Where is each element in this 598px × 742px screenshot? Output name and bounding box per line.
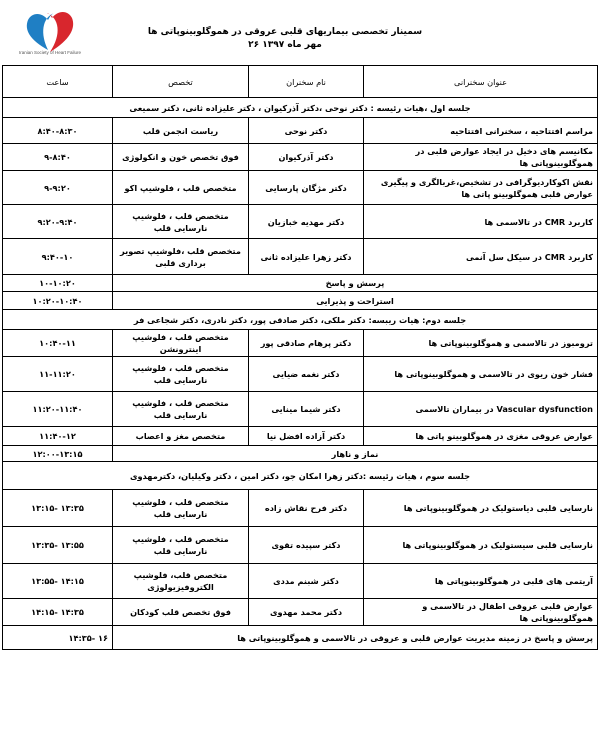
page-title	[120, 26, 450, 52]
time-cell: ۱۳:۳۵- ۱۳:۵۵	[3, 527, 113, 564]
time-cell: ۱۳:۵۵- ۱۴:۱۵	[3, 564, 113, 599]
time-cell: ۱۰:۴۰-۱۱	[3, 330, 113, 357]
header-specialty: تخصص	[113, 66, 249, 98]
topic-cell: کاربرد CMR در تالاسمی ها	[364, 205, 598, 239]
time-cell: ۹:۲۰-۹:۴۰	[3, 205, 113, 239]
session-header-cell: جلسه اول ،هیات رئیسه : دکتر نوحی ،دکتر آذرکیوان ، دکتر علیزاده ثانی، دکتر سمیعی	[3, 98, 598, 118]
time-cell: ۱۱-۱۱:۲۰	[3, 357, 113, 392]
specialty-cell: ریاست انجمن قلب	[113, 118, 249, 144]
speaker-cell: دکتر پرهام صادقی پور	[249, 330, 364, 357]
topic-cell: عوارض قلبی عروقی اطفال در تالاسمی و هموگلوبینوپاتی ها	[364, 599, 598, 626]
specialty-cell: متخصص قلب ، فلوشیپ اکو	[113, 171, 249, 205]
specialty-cell: متخصص قلب ، فلوشیپ نارسایی قلب	[113, 490, 249, 527]
table-row	[3, 357, 598, 392]
time-cell: ۱۰:۲۰-۱۰:۴۰	[3, 292, 113, 310]
speaker-cell: دکتر فرح نقاش زاده	[249, 490, 364, 527]
table-row	[3, 527, 598, 564]
speaker-cell: دکتر نغمه ضیایی	[249, 357, 364, 392]
specialty-cell: متخصص قلب، فلوشیپ الکتروفیزیولوژی	[113, 564, 249, 599]
table-header-row	[3, 66, 598, 98]
speaker-cell: دکتر شیما مینایی	[249, 392, 364, 427]
topic-cell: نارسایی قلبی سیستولیک در هموگلوبینوپاتی ها	[364, 527, 598, 564]
topic-cell: ترومبوز در تالاسمی و هموگلوبینوپاتی ها	[364, 330, 598, 357]
table-row	[3, 599, 598, 626]
table-row	[3, 564, 598, 599]
break-row	[3, 275, 598, 292]
seminar-date: ۲۶ مهر ماه ۱۳۹۷	[248, 40, 322, 50]
topic-cell: نقش اکوکاردیوگرافی در تشخیص،غربالگری و پیگیری عوارض قلبی هموگلوبینو پاتی ها	[364, 171, 598, 205]
specialty-cell: فوق تخصص خون و انکولوژی	[113, 144, 249, 171]
topic-cell: فشار خون ریوی در تالاسمی و هموگلوبینوپاتی ها	[364, 357, 598, 392]
table-row	[3, 490, 598, 527]
specialty-cell: متخصص قلب ، فلوشیپ نارسایی قلب	[113, 357, 249, 392]
topic-cell: Vascular dysfunction در بیماران تالاسمی	[364, 392, 598, 427]
table-row	[3, 205, 598, 239]
table-row	[3, 171, 598, 205]
speaker-cell: دکتر مژگان پارسایی	[249, 171, 364, 205]
specialty-cell: متخصص قلب ، فلوشیپ نارسایی قلب	[113, 527, 249, 564]
time-cell: ۹-۹:۲۰	[3, 171, 113, 205]
time-cell: ۱۰-۱۰:۲۰	[3, 275, 113, 292]
speaker-cell: دکتر زهرا علیزاده ثانی	[249, 239, 364, 275]
time-cell: ۸:۴۰-۸:۳۰	[3, 118, 113, 144]
break-row	[3, 446, 598, 462]
specialty-cell: متخصص قلب ، فلوشیپ نارسایی قلب	[113, 205, 249, 239]
time-cell: ۱۳:۱۵- ۱۳:۳۵	[3, 490, 113, 527]
table-row	[3, 144, 598, 171]
header-speaker: نام سخنران	[249, 66, 364, 98]
break-label-cell: پرسش و پاسخ	[113, 275, 598, 292]
session-header-row	[3, 462, 598, 490]
break-row	[3, 292, 598, 310]
break-label-cell: نماز و ناهار	[113, 446, 598, 462]
schedule-table	[2, 65, 598, 650]
speaker-cell: دکتر آذرکیوان	[249, 144, 364, 171]
topic-cell: مکانیسم های دخیل در ایجاد عوارض قلبی در هموگلوبینوپاتی ها	[364, 144, 598, 171]
speaker-cell: دکتر نوحی	[249, 118, 364, 144]
speaker-cell: دکتر مهدیه خبازیان	[249, 205, 364, 239]
time-cell: ۱۴:۳۵- ۱۶	[3, 626, 113, 650]
specialty-cell: فوق تخصص قلب کودکان	[113, 599, 249, 626]
specialty-cell: متخصص قلب ، فلوشیپ نارسایی قلب	[113, 392, 249, 427]
topic-cell: عوارض عروقی مغزی در هموگلوبینو پاتی ها	[364, 427, 598, 446]
break-label-cell: استراحت و پذیرایی	[113, 292, 598, 310]
time-cell: ۹:۴۰-۱۰	[3, 239, 113, 275]
session-header-cell: جلسه دوم: هیات ریبسه: دکتر ملکی، دکتر صادقی پور، دکتر نادری، دکتر شجاعی فر	[3, 310, 598, 330]
topic-cell: کاربرد CMR در سیکل سل آنمی	[364, 239, 598, 275]
time-cell: ۱۲:۰۰-۱۳:۱۵	[3, 446, 113, 462]
table-row	[3, 118, 598, 144]
specialty-cell: متخصص مغز و اعصاب	[113, 427, 249, 446]
table-row	[3, 392, 598, 427]
table-row	[3, 330, 598, 357]
topic-cell: مراسم افتتاحیه ، سخنرانی افتتاحیه	[364, 118, 598, 144]
topic-cell: نارسایی قلبی دیاستولیک در هموگلوبینوپاتی ها	[364, 490, 598, 527]
time-cell: ۱۴:۱۵- ۱۴:۳۵	[3, 599, 113, 626]
header-topic: عنوان سخنرانی	[364, 66, 598, 98]
time-cell: ۱۱:۴۰-۱۲	[3, 427, 113, 446]
logo-caption: Iranian Society of Heart Failure	[18, 50, 82, 55]
time-cell: ۱۱:۲۰-۱۱:۴۰	[3, 392, 113, 427]
speaker-cell: دکتر آزاده افضل نیا	[249, 427, 364, 446]
header-time: ساعت	[3, 66, 113, 98]
seminar-title: سمینار تخصصی بیماریهای قلبی عروقی در هموگلوبینوپاتی ها	[147, 27, 423, 37]
session-header-row	[3, 98, 598, 118]
table-row	[3, 427, 598, 446]
speaker-cell: دکتر محمد مهدوی	[249, 599, 364, 626]
session-header-cell: جلسه سوم ، هیات رئیسه :دکتر زهرا امکان جو، دکتر امین ، دکتر وکیلیان، دکترمهدوی	[3, 462, 598, 490]
break-row	[3, 626, 598, 650]
break-label-cell: پرسش و پاسخ در زمینه مدیریت عوارض قلبی و عروقی در تالاسمی و هموگلوبینوپاتی ها	[113, 626, 598, 650]
session-header-row	[3, 310, 598, 330]
table-row	[3, 239, 598, 275]
speaker-cell: دکتر شبنم مددی	[249, 564, 364, 599]
specialty-cell: متخصص قلب ،فلوشیپ تصویر برداری قلبی	[113, 239, 249, 275]
specialty-cell: متخصص قلب ، فلوشیپ اینترونشن	[113, 330, 249, 357]
time-cell: ۹-۸:۴۰	[3, 144, 113, 171]
topic-cell: آریتمی های قلبی در هموگلوبینوپاتی ها	[364, 564, 598, 599]
logo-blue-heart-half	[27, 13, 54, 50]
speaker-cell: دکتر سپیده تقوی	[249, 527, 364, 564]
logo-red-heart-half	[47, 12, 73, 52]
